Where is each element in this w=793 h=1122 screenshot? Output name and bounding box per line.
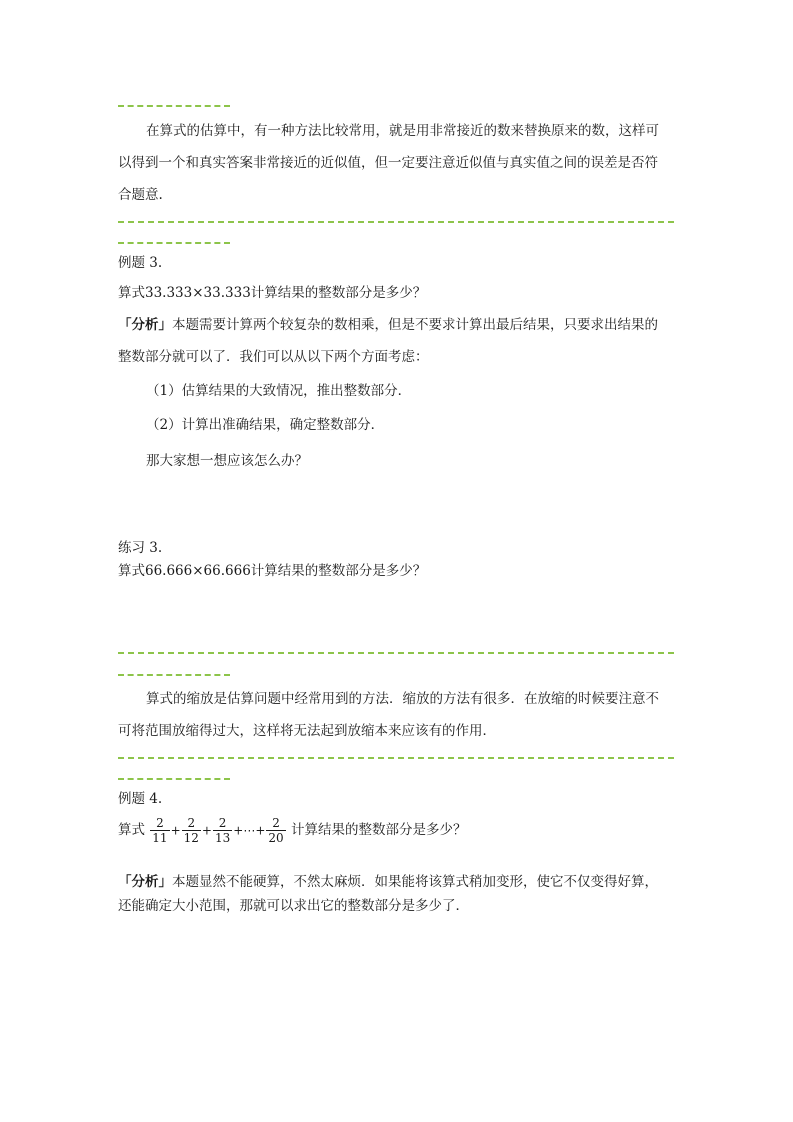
- fraction: $\frac{2}{12}$: [183, 816, 199, 845]
- divider-dashed: [118, 221, 674, 223]
- section-2-paragraph-line: 可将范围放缩得过大，这样将无法起到放缩本来应该有的作用．: [118, 723, 496, 739]
- question-prefix: 算式: [118, 822, 145, 838]
- divider-dashed: [118, 242, 230, 244]
- document-page: [118, 0, 674, 1122]
- divider-dashed: [118, 652, 674, 654]
- plus-sign: +: [201, 823, 212, 838]
- divider-dashed: [118, 105, 230, 107]
- example-3-point: （1）估算结果的大致情况，推出整数部分．: [146, 383, 412, 399]
- intro-paragraph-line: 以得到一个和真实答案非常接近的近似值，但一定要注意近似值与真实值之间的误差是否符: [118, 155, 658, 171]
- example-3-question: 算式33.333×33.333计算结果的整数部分是多少？: [118, 285, 427, 301]
- example-3-analysis-line: [118, 316, 658, 334]
- divider-dashed: [118, 674, 230, 676]
- example-3-closing: 那大家想一想应该怎么办？: [146, 453, 308, 469]
- plus-sign: +: [170, 823, 181, 838]
- analysis-text: 本题需要计算两个较复杂的数相乘，但是不要求计算出最后结果，只要求出结果的: [172, 317, 658, 333]
- fraction: $\frac{2}{20}$: [268, 816, 284, 845]
- divider-dashed: [118, 778, 230, 780]
- example-3-analysis-line: 整数部分就可以了．我们可以从以下两个方面考虑：: [118, 349, 429, 365]
- question-suffix: 计算结果的整数部分是多少？: [290, 822, 467, 838]
- intro-paragraph-line: 合题意.: [118, 187, 163, 203]
- example-3-point: （2）计算出准确结果，确定整数部分．: [146, 417, 385, 433]
- example-4-analysis-line: [118, 873, 658, 891]
- practice-3-title: 练习 3.: [118, 540, 163, 556]
- analysis-label: 「分析」: [118, 317, 172, 333]
- analysis-label: 「分析」: [118, 874, 172, 890]
- example-4-title: 例题 4.: [118, 791, 163, 807]
- divider-dashed: [118, 757, 674, 759]
- fraction: $\frac{2}{11}$: [152, 816, 168, 845]
- fraction: $\frac{2}{13}$: [214, 816, 231, 845]
- example-3-title: 例题 3.: [118, 255, 163, 271]
- section-2-paragraph-line: 算式的缩放是估算问题中经常用到的方法．缩放的方法有很多．在放缩的时候要注意不: [146, 691, 659, 707]
- practice-3-question: 算式66.666×66.666计算结果的整数部分是多少？: [118, 563, 427, 579]
- analysis-text: 本题显然不能硬算，不然太麻烦．如果能将该算式稍加变形，使它不仅变得好算，: [172, 874, 658, 890]
- ellipsis-sign: +⋯+: [233, 823, 266, 838]
- intro-paragraph-line: 在算式的估算中，有一种方法比较常用，就是用非常接近的数来替换原来的数，这样可: [146, 123, 659, 139]
- example-4-question: [118, 812, 466, 849]
- example-4-analysis-line: 还能确定大小范围，那就可以求出它的整数部分是多少了．: [118, 898, 469, 914]
